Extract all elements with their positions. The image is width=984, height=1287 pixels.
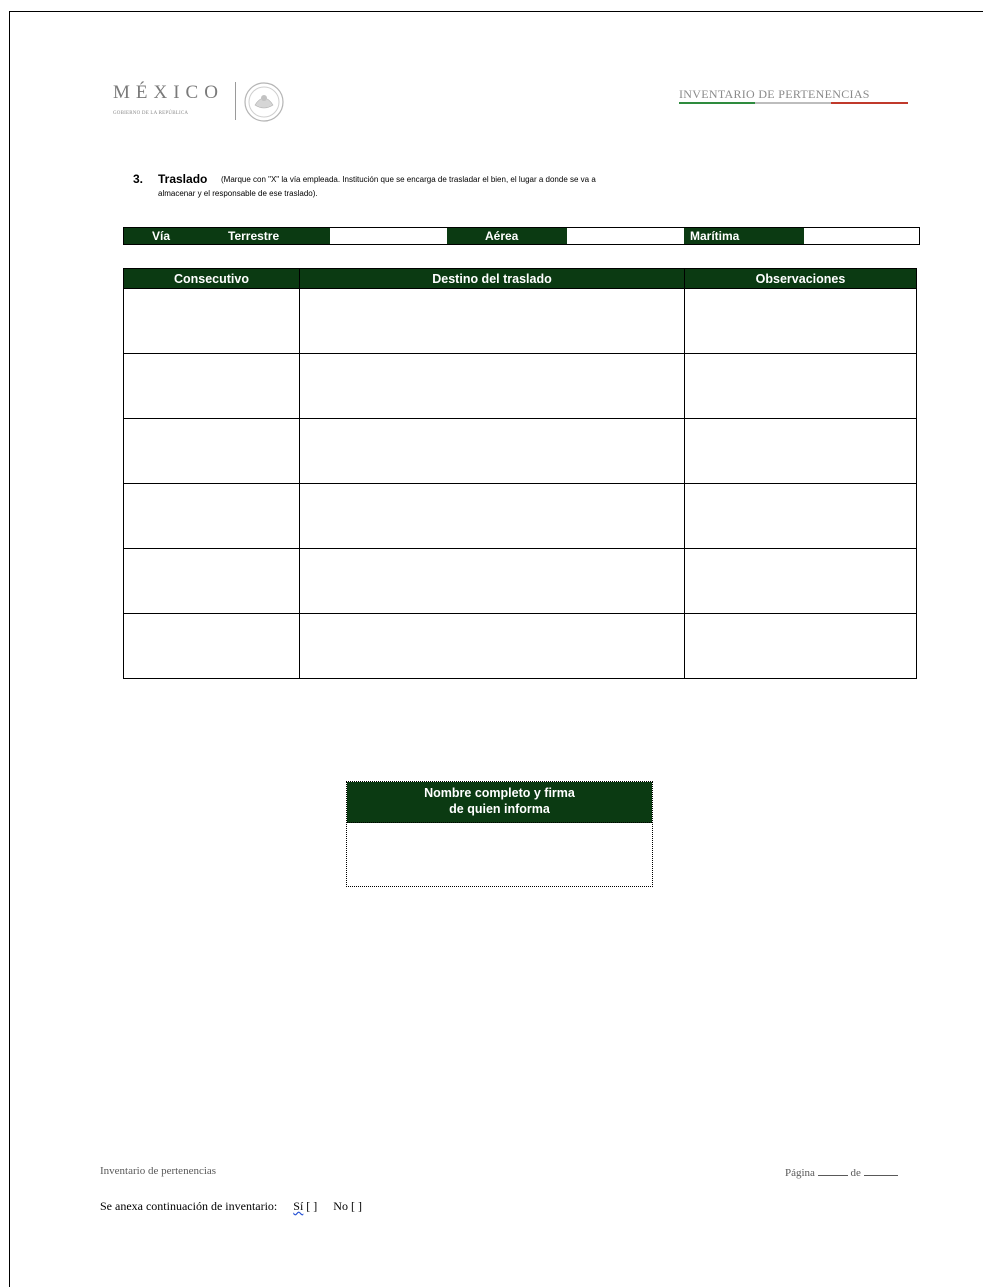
seal-icon: [243, 81, 285, 123]
header-rule-gray: [755, 102, 831, 104]
cell-destino[interactable]: [300, 614, 685, 679]
cell-consecutivo[interactable]: [124, 419, 300, 484]
cell-consecutivo[interactable]: [124, 484, 300, 549]
cell-consecutivo[interactable]: [124, 354, 300, 419]
footer-pagination: [785, 1165, 898, 1179]
signature-header: [347, 782, 652, 823]
section-description-cont: almacenar y el responsable de ese traslado).: [158, 189, 318, 198]
cell-destino[interactable]: [300, 419, 685, 484]
logo-text: MÉXICO: [113, 82, 224, 103]
via-aerea-field[interactable]: [567, 228, 684, 244]
table-header-row: [124, 269, 917, 289]
via-terrestre-field[interactable]: [330, 228, 447, 244]
page-label: Página: [785, 1167, 815, 1179]
cell-observaciones[interactable]: [685, 289, 917, 354]
table-row: [124, 549, 917, 614]
via-option-aerea: Aérea: [447, 228, 567, 244]
cell-destino[interactable]: [300, 289, 685, 354]
signature-label-line1: Nombre completo y firma: [424, 786, 575, 800]
header-title: INVENTARIO DE PERTENENCIAS: [679, 87, 870, 101]
signature-box: [346, 781, 653, 887]
cell-observaciones[interactable]: [685, 614, 917, 679]
cell-consecutivo[interactable]: [124, 549, 300, 614]
no-label: No: [333, 1199, 348, 1213]
header-rule-green: [679, 102, 755, 104]
section-title: Traslado: [158, 172, 208, 186]
signature-field[interactable]: [347, 823, 652, 886]
table-row: [124, 289, 917, 354]
cell-observaciones[interactable]: [685, 549, 917, 614]
section-description: (Marque con "X" la vía empleada. Institución que se encarga de trasladar el bien, el lugar a donde se va a: [221, 175, 596, 184]
via-option-maritima: Marítima: [684, 228, 804, 244]
col-observaciones: Observaciones: [685, 269, 917, 289]
table-row: [124, 614, 917, 679]
yes-label: Sí: [293, 1199, 304, 1213]
signature-label-line2: de quien informa: [449, 802, 550, 816]
footer-doc-name: Inventario de pertenencias: [100, 1165, 217, 1177]
cell-destino[interactable]: [300, 484, 685, 549]
col-consecutivo: Consecutivo: [124, 269, 300, 289]
page-total-field[interactable]: [864, 1165, 898, 1176]
yes-checkbox[interactable]: [ ]: [306, 1199, 318, 1213]
cell-destino[interactable]: [300, 354, 685, 419]
col-destino: Destino del traslado: [300, 269, 685, 289]
via-maritima-field[interactable]: [804, 228, 919, 244]
logo-divider: [235, 82, 236, 120]
cell-destino[interactable]: [300, 549, 685, 614]
table-row: [124, 484, 917, 549]
annex-label: Se anexa continuación de inventario:: [100, 1199, 278, 1213]
logo-subtext: GOBIERNO DE LA REPÚBLICA: [113, 111, 189, 116]
cell-observaciones[interactable]: [685, 484, 917, 549]
header-rule-red: [831, 102, 908, 104]
annex-line: [100, 1199, 362, 1214]
of-label: de: [850, 1167, 861, 1179]
table-row: [124, 419, 917, 484]
via-option-terrestre: Terrestre: [210, 228, 330, 244]
cell-observaciones[interactable]: [685, 354, 917, 419]
transfer-table: [123, 268, 917, 679]
no-checkbox[interactable]: [ ]: [350, 1199, 362, 1213]
via-bar: [123, 227, 920, 245]
table-row: [124, 354, 917, 419]
page-number-field[interactable]: [818, 1165, 848, 1176]
cell-observaciones[interactable]: [685, 419, 917, 484]
cell-consecutivo[interactable]: [124, 289, 300, 354]
cell-consecutivo[interactable]: [124, 614, 300, 679]
via-label: Vía: [124, 228, 210, 244]
section-number: 3.: [133, 172, 144, 186]
